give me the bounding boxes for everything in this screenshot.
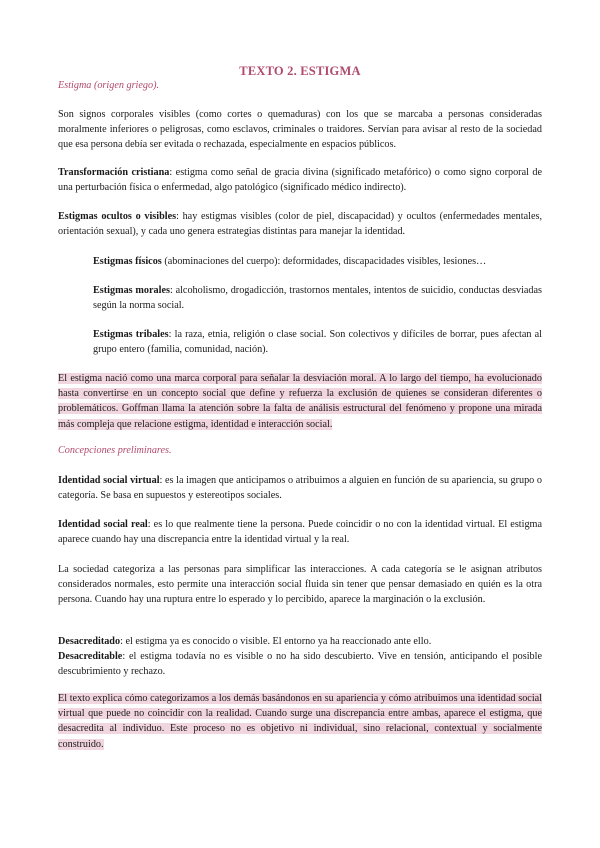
- highlight-text: El estigma nació como una marca corporal para señalar la desviación moral. A lo largo del tiempo, ha evolucionado hasta convertirse en un concepto social que define y refuerza la exclusión de quienes se consideran diferentes o problemáticos. Goffman llama la atención sobre la falta de análisis estructural del fenómeno y propone una mirada más compleja que relacione estigma, identidad e interacción social.: [58, 373, 542, 430]
- term: Estigmas ocultos o visibles: [58, 211, 177, 222]
- term: Estigmas morales: [93, 285, 170, 296]
- definition: : hay estigmas visibles (color de piel, discapacidad) y ocultos (enfermedades mentales, orientación sexual), y cada uno genera estrategias distintas para manejar la identidad.: [58, 211, 542, 238]
- definition: : estigma como señal de gracia divina (significado metafórico) o como signo corporal de una perturbación física o enfermedad, algo patológico (significado médico indirecto).: [58, 167, 543, 194]
- paragraph: [58, 634, 542, 680]
- indented-paragraph: [93, 283, 542, 313]
- definition: : la raza, etnia, religión o clase social. Son colectivos y difíciles de borrar, pues afectan al grupo entero (familia, comunidad, nación).: [93, 329, 542, 356]
- section-subtitle: Concepciones preliminares.: [58, 445, 172, 456]
- highlighted-summary: [58, 691, 542, 752]
- definition: : alcoholismo, drogadicción, trastornos mentales, intentos de suicidio, conductas desviadas según la norma social.: [93, 285, 542, 312]
- term: Desacreditado: [58, 636, 121, 647]
- page-title: TEXTO 2. ESTIGMA: [239, 64, 361, 78]
- highlight-text: El texto explica cómo categorizamos a los demás basándonos en su apariencia y cómo atribuimos una identidad social virtual que puede no coincidir con la realidad. Cuando surge una discrepancia entre ambas, aparece el estigma, que desacredita al individuo. Este proceso no es objetivo ni individual, sino relacional, contextual y socialmente construido.: [58, 693, 542, 750]
- definition: : el estigma todavía no es visible o no ha sido descubierto. Vive en tensión, anticipando el posible descubrimiento y rechazo.: [58, 651, 542, 678]
- definition: : el estigma ya es conocido o visible. El entorno ya ha reaccionado ante ello.: [120, 636, 432, 647]
- highlighted-summary: [58, 371, 542, 432]
- term: Desacreditable: [58, 651, 123, 663]
- term: Identidad social virtual: [58, 475, 160, 486]
- section-subtitle: Estigma (origen griego).: [58, 80, 160, 91]
- definition: : es lo que realmente tiene la persona. Puede coincidir o no con la identidad virtual. El estigma aparece cuando hay una discrepancia entre la identidad virtual y la real.: [58, 519, 542, 546]
- term: Identidad social real: [58, 519, 148, 530]
- term: Transformación cristiana: [58, 167, 170, 178]
- definition: (abominaciones del cuerpo): deformidades, discapacidades visibles, lesiones…: [161, 256, 487, 267]
- indented-paragraph: [93, 327, 542, 357]
- paragraph: [58, 473, 542, 503]
- term: Estigmas tribales: [93, 329, 169, 340]
- paragraph: [58, 517, 542, 547]
- indented-paragraph: [93, 254, 542, 269]
- paragraph: Son signos corporales visibles (como cortes o quemaduras) con los que se marcaba a personas consideradas moralmente inferiores o peligrosas, como esclavos, criminales o traidores. Servían para avisar al resto de la sociedad que esa persona debía ser evitada o rechazada, especialmente en espacios públicos.: [58, 109, 542, 151]
- paragraph: La sociedad categoriza a las personas para simplificar las interacciones. A cada categoría se le asignan atributos considerados normales, esto permite una interacción social fluida sin tener que pensar demasiado en quién es la otra persona. Cuando hay una ruptura entre lo esperado y lo percibido, aparece la marginación o la exclusión.: [58, 564, 542, 606]
- term: Estigmas físicos: [93, 256, 162, 267]
- definition: : es la imagen que anticipamos o atribuimos a alguien en función de su apariencia, su grupo o categoría. Se basa en supuestos y estereotipos sociales.: [58, 475, 542, 502]
- paragraph: [58, 165, 542, 195]
- paragraph: [58, 209, 542, 239]
